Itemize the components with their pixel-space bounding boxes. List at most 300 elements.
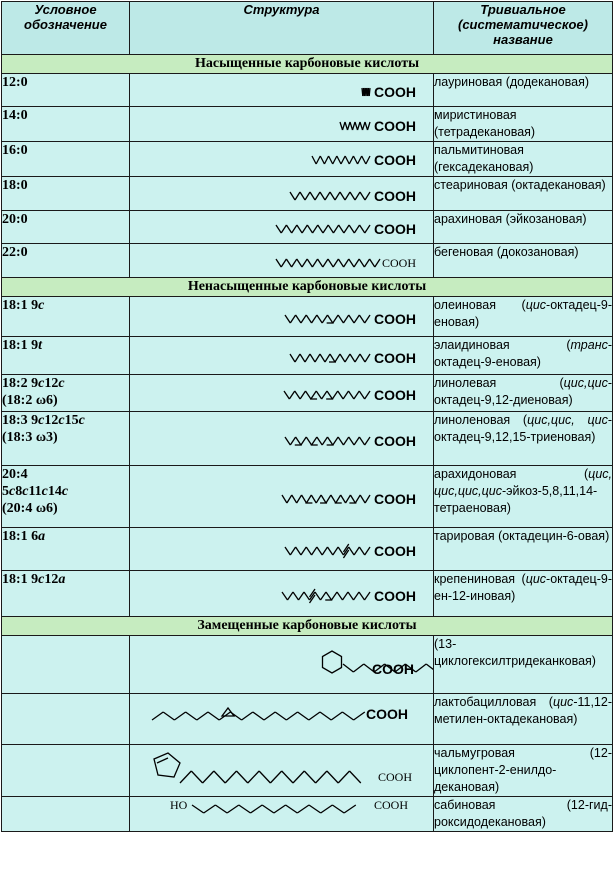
bond — [296, 315, 301, 323]
bond — [318, 225, 323, 233]
hydroxy-label: HO — [170, 798, 188, 812]
bond — [264, 712, 275, 720]
structure-formula — [130, 337, 433, 374]
bond — [297, 259, 302, 267]
bond — [350, 122, 353, 130]
bond — [290, 315, 295, 323]
bond — [304, 592, 310, 600]
bond — [262, 805, 274, 813]
bond — [341, 156, 345, 164]
bond — [311, 495, 316, 503]
structure-formula — [130, 107, 433, 140]
bond — [174, 712, 185, 720]
bond — [306, 391, 311, 399]
bond — [333, 315, 338, 323]
structure-cell — [130, 297, 434, 337]
bond — [340, 192, 345, 200]
bond — [296, 547, 301, 555]
section-header-row — [2, 278, 613, 297]
structure-formula — [130, 571, 433, 616]
cyclopentene-ring — [154, 753, 180, 777]
bond — [359, 547, 364, 555]
bond — [345, 192, 350, 200]
bond — [299, 592, 305, 600]
acid-name: чальмугровая (12-циклопент-2-енилдо-декановая) — [434, 745, 613, 797]
bond — [290, 437, 295, 445]
bond — [297, 495, 302, 503]
bond — [355, 354, 360, 362]
bond — [343, 391, 348, 399]
bond — [355, 122, 358, 130]
cyclohexane-ring — [323, 651, 342, 673]
bond — [365, 391, 370, 399]
bond — [320, 156, 324, 164]
bond — [337, 156, 341, 164]
bond — [214, 771, 225, 783]
bond — [368, 122, 371, 130]
bond — [290, 192, 295, 200]
bond — [344, 225, 349, 233]
structure-cell — [130, 571, 434, 617]
structure-cell — [130, 375, 434, 412]
acid-name: сабиновая (12-гид-роксидодекановая) — [434, 797, 613, 832]
bond — [316, 391, 321, 399]
bond — [282, 592, 288, 600]
section-title: Насыщенные карбоновые кислоты — [2, 55, 613, 74]
bond — [306, 547, 311, 555]
bond — [292, 259, 297, 267]
structure-formula — [130, 74, 433, 106]
bond — [295, 391, 300, 399]
bond — [337, 592, 343, 600]
bond — [330, 192, 335, 200]
structure-cell — [130, 337, 434, 375]
bond — [349, 547, 354, 555]
acid-name: олеиновая (цис-октадец-9-еновая) — [434, 297, 613, 337]
bond — [331, 495, 336, 503]
bond — [332, 592, 338, 600]
bond — [336, 495, 341, 503]
bond — [298, 712, 309, 720]
acid-code: 16:0 — [2, 142, 130, 177]
header-name: Тривиальное (систематическое) название — [434, 2, 613, 55]
acid-code — [2, 797, 130, 832]
bond — [359, 592, 365, 600]
bond — [348, 592, 354, 600]
bond — [286, 259, 291, 267]
bond — [365, 592, 371, 600]
bond — [349, 437, 354, 445]
bond — [284, 391, 289, 399]
bond — [253, 712, 264, 720]
bond — [321, 805, 333, 813]
bond — [360, 225, 365, 233]
structure-formula — [130, 177, 433, 210]
bond — [350, 354, 355, 362]
bond — [313, 225, 318, 233]
bond — [312, 547, 317, 555]
section-header-row — [2, 55, 613, 74]
bond — [355, 495, 360, 503]
acid-row — [2, 528, 613, 571]
bond — [320, 712, 331, 720]
structure-cell — [130, 694, 434, 745]
acid-row — [2, 466, 613, 528]
bond — [365, 192, 370, 200]
bond — [312, 259, 317, 267]
bond — [321, 592, 327, 600]
bond — [349, 156, 353, 164]
bond — [358, 156, 362, 164]
structure-formula — [130, 412, 433, 465]
bond — [349, 225, 354, 233]
bond — [292, 225, 297, 233]
bond — [343, 592, 349, 600]
bond — [300, 354, 305, 362]
acid-name: тарировая (октадецин-6-овая) — [434, 528, 613, 571]
bond — [286, 225, 291, 233]
cooh-label: COOH — [378, 770, 413, 784]
bond — [282, 771, 293, 783]
bond — [309, 712, 320, 720]
bond — [331, 712, 342, 720]
bond — [328, 225, 333, 233]
bond — [315, 354, 320, 362]
bond — [344, 259, 349, 267]
bond — [416, 664, 426, 672]
structure-cell — [130, 636, 434, 694]
bond — [326, 592, 332, 600]
cooh-label: COOH — [374, 311, 416, 327]
bond — [297, 225, 302, 233]
acid-row — [2, 142, 613, 177]
bond — [329, 156, 333, 164]
bond — [320, 354, 325, 362]
bond — [354, 391, 359, 399]
bond — [354, 712, 365, 720]
bond — [359, 391, 364, 399]
cooh-label: COOH — [382, 256, 417, 270]
bond — [316, 156, 320, 164]
bond — [349, 315, 354, 323]
bond — [338, 547, 343, 555]
bond — [276, 225, 281, 233]
bond — [306, 437, 311, 445]
bond — [333, 259, 338, 267]
structure-formula — [130, 466, 433, 527]
bond — [322, 547, 327, 555]
structure-cell — [130, 74, 434, 107]
bond — [322, 437, 327, 445]
acid-name: арахиновая (эйкозановая) — [434, 211, 613, 244]
structure-formula — [130, 297, 433, 336]
bond — [225, 771, 236, 783]
bond — [370, 259, 375, 267]
structure-formula — [130, 636, 433, 693]
bond — [311, 391, 316, 399]
structure-formula — [130, 375, 433, 411]
bond — [237, 771, 248, 783]
bond — [350, 495, 355, 503]
bond — [333, 156, 337, 164]
bond — [309, 805, 321, 813]
bond — [180, 771, 191, 783]
bond — [359, 315, 364, 323]
bond — [208, 712, 219, 720]
bond — [358, 122, 361, 130]
bond — [290, 547, 295, 555]
acid-row — [2, 74, 613, 107]
cooh-label: COOH — [374, 798, 409, 812]
acid-code: 18:1 9c — [2, 297, 130, 337]
acid-row — [2, 636, 613, 694]
acid-row — [2, 745, 613, 797]
bond — [340, 122, 343, 130]
acid-row — [2, 297, 613, 337]
bond — [327, 771, 338, 783]
cooh-label: COOH — [374, 188, 416, 204]
cyclopropane-ring — [222, 708, 234, 716]
acid-name: линолевая (цис,цис-октадец-9,12-диеновая) — [434, 375, 613, 412]
bond — [293, 592, 299, 600]
bond — [342, 712, 353, 720]
bond — [315, 192, 320, 200]
header-code: Условное обозначение — [2, 2, 130, 55]
bond — [315, 592, 321, 600]
acid-name: линоленовая (цис,цис, цис-октадец-9,12,15-триеновая) — [434, 412, 613, 466]
bond — [305, 192, 310, 200]
bond — [323, 259, 328, 267]
bond — [338, 391, 343, 399]
bond — [330, 354, 335, 362]
acid-name: арахидоновая (цис, цис,цис,цис-эйкоз-5,8,11,14-тетраеновая) — [434, 466, 613, 528]
structure-cell — [130, 797, 434, 832]
bond — [296, 437, 301, 445]
structure-cell — [130, 177, 434, 211]
bond — [192, 805, 204, 813]
section-title: Замещенные карбоновые кислоты — [2, 617, 613, 636]
acid-name: лауриновая (додекановая) — [434, 74, 613, 107]
fatty-acids-table — [1, 1, 613, 832]
bond — [338, 315, 343, 323]
bond — [354, 225, 359, 233]
bond — [369, 88, 370, 96]
bond — [300, 192, 305, 200]
bond — [301, 437, 306, 445]
bond — [163, 712, 174, 720]
bond — [328, 547, 333, 555]
bond — [365, 495, 370, 503]
acid-row — [2, 337, 613, 375]
bond — [286, 712, 297, 720]
structure-formula — [130, 745, 433, 796]
structure-formula — [130, 142, 433, 174]
bond — [318, 259, 323, 267]
bond — [186, 712, 197, 720]
bond — [327, 391, 332, 399]
bond — [345, 122, 348, 130]
acid-code: 12:0 — [2, 74, 130, 107]
structure-cell — [130, 528, 434, 571]
acid-row — [2, 177, 613, 211]
bond — [353, 122, 356, 130]
cooh-label: COOH — [374, 588, 416, 604]
bond — [301, 315, 306, 323]
bond — [350, 771, 361, 783]
cooh-label: COOH — [374, 543, 416, 559]
bond — [365, 437, 370, 445]
structure-formula — [130, 694, 433, 744]
bond — [332, 391, 337, 399]
bond — [348, 122, 351, 130]
cooh-label: COOH — [366, 706, 408, 722]
acid-code: 18:1 6a — [2, 528, 130, 571]
bond — [282, 495, 287, 503]
bond — [242, 712, 253, 720]
acid-code: 18:0 — [2, 177, 130, 211]
cooh-label: COOH — [374, 433, 416, 449]
bond — [324, 156, 328, 164]
cooh-label: COOH — [374, 118, 416, 134]
bond — [281, 259, 286, 267]
bond — [312, 156, 316, 164]
bond — [360, 192, 365, 200]
cooh-label: COOH — [374, 491, 416, 507]
bond — [204, 805, 216, 813]
acid-name: бегеновая (докозановая) — [434, 244, 613, 278]
bond — [354, 437, 359, 445]
bond — [362, 156, 366, 164]
cooh-label: COOH — [374, 84, 416, 100]
bond — [259, 771, 270, 783]
bond — [251, 805, 263, 813]
bond — [350, 192, 355, 200]
structure-cell — [130, 244, 434, 278]
bond — [295, 354, 300, 362]
bond — [365, 315, 370, 323]
bond — [345, 156, 349, 164]
bond — [426, 664, 433, 672]
bond — [322, 315, 327, 323]
acid-code: 14:0 — [2, 107, 130, 142]
acid-name: миристиновая (тетрадекановая) — [434, 107, 613, 142]
bond — [306, 495, 311, 503]
bond — [365, 122, 368, 130]
bond — [375, 259, 380, 267]
bond — [290, 354, 295, 362]
bond — [328, 259, 333, 267]
acid-code: 22:0 — [2, 244, 130, 278]
acid-code: 18:2 9c12c (18:2 ω6) — [2, 375, 130, 412]
bond — [239, 805, 251, 813]
bond — [304, 771, 315, 783]
bond — [365, 225, 370, 233]
acid-row — [2, 412, 613, 466]
bond — [333, 547, 338, 555]
bond — [281, 225, 286, 233]
structure-formula — [130, 211, 433, 243]
bond — [270, 771, 281, 783]
bond — [285, 315, 290, 323]
double-bond-mark — [157, 758, 168, 763]
table-body — [2, 2, 613, 832]
bond — [343, 315, 348, 323]
bond — [316, 771, 327, 783]
cooh-label: COOH — [374, 221, 416, 237]
bond — [353, 664, 363, 672]
bond — [317, 315, 322, 323]
acid-code: 18:3 9c12c15c (18:3 ω3) — [2, 412, 130, 466]
bond — [332, 805, 344, 813]
structure-cell — [130, 142, 434, 177]
structure-cell — [130, 466, 434, 528]
acid-code: 18:1 9c12a — [2, 571, 130, 617]
bond — [346, 495, 351, 503]
section-title: Ненасыщенные карбоновые кислоты — [2, 278, 613, 297]
bond — [338, 437, 343, 445]
bond — [285, 547, 290, 555]
bond — [215, 805, 227, 813]
acid-code: 20:4 5c8c11c14c (20:4 ω6) — [2, 466, 130, 528]
bond — [307, 225, 312, 233]
acid-name: лактобацилловая (цис-11,12-метилен-октадекановая) — [434, 694, 613, 745]
header-structure: Структура — [130, 2, 434, 55]
bond — [333, 225, 338, 233]
section-header-row — [2, 617, 613, 636]
acid-name: элаидиновая (транс-октадец-9-еновая) — [434, 337, 613, 375]
bond — [359, 259, 364, 267]
bond — [343, 664, 353, 672]
bond — [203, 771, 214, 783]
bond — [364, 259, 369, 267]
cooh-label: COOH — [374, 152, 416, 168]
acid-name: крепениновая (цис-октадец-9-ен-12-иновая) — [434, 571, 613, 617]
bond — [335, 354, 340, 362]
bond — [341, 495, 346, 503]
bond — [354, 592, 360, 600]
bond — [328, 437, 333, 445]
acid-row — [2, 375, 613, 412]
bond — [328, 315, 333, 323]
acid-code — [2, 745, 130, 797]
bond — [333, 437, 338, 445]
bond — [302, 225, 307, 233]
cooh-label: COOH — [372, 661, 414, 677]
bond — [344, 805, 356, 813]
acid-row — [2, 244, 613, 278]
acid-name: пальмитиновая (гексадекановая) — [434, 142, 613, 177]
bond — [345, 354, 350, 362]
bond — [288, 592, 294, 600]
bond — [325, 192, 330, 200]
bond — [317, 437, 322, 445]
bond — [360, 495, 365, 503]
bond — [360, 354, 365, 362]
bond — [248, 771, 259, 783]
bond — [305, 354, 310, 362]
bond — [227, 805, 239, 813]
bond — [325, 354, 330, 362]
bond — [310, 354, 315, 362]
bond — [316, 495, 321, 503]
bond — [360, 122, 363, 130]
structure-cell — [130, 107, 434, 142]
bond — [317, 547, 322, 555]
header-row — [2, 2, 613, 55]
cooh-label: COOH — [374, 387, 416, 403]
bond — [197, 712, 208, 720]
bond — [365, 547, 370, 555]
